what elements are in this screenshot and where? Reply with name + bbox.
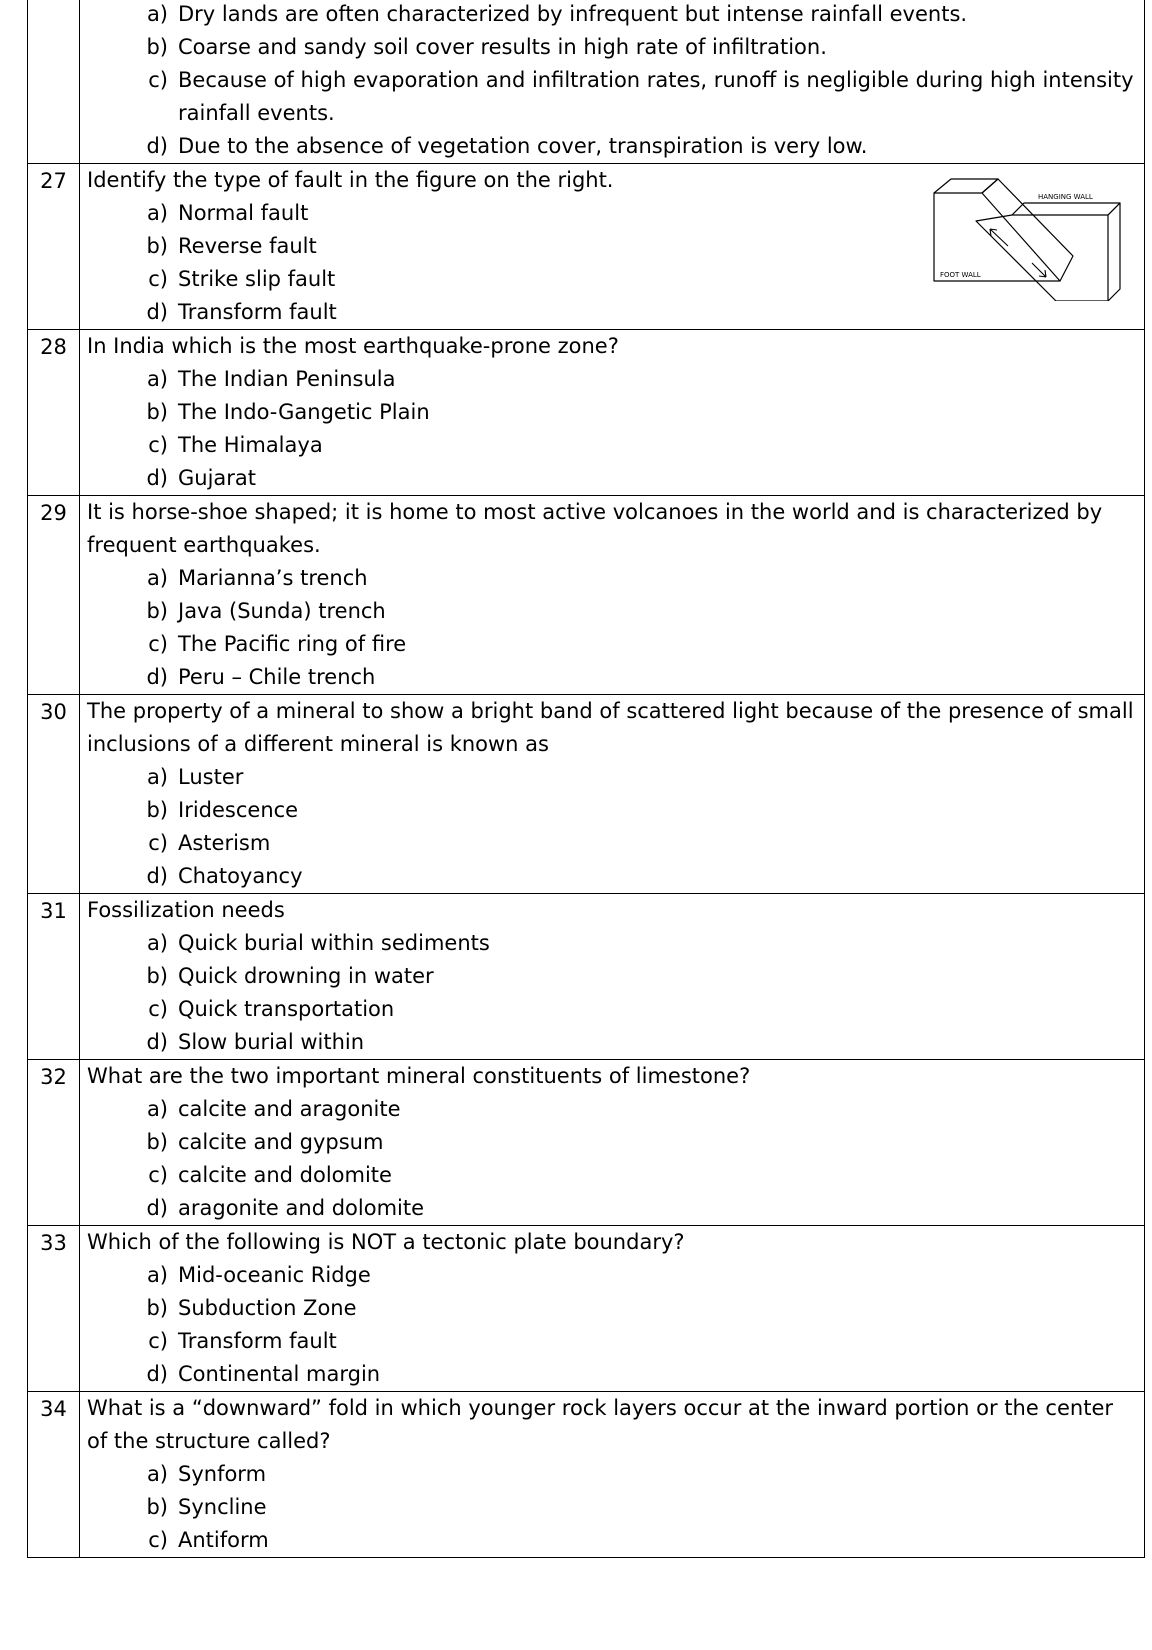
option-text: Quick transportation	[178, 997, 395, 1021]
option-label: b)	[146, 234, 168, 258]
option-text: Transform fault	[178, 1329, 337, 1353]
question-text: What are the two important mineral constituents of limestone?	[87, 1064, 751, 1088]
option-label: a)	[146, 2, 168, 26]
question-row-34	[28, 1392, 1145, 1558]
option-label: c)	[148, 68, 168, 92]
question-body	[80, 330, 1145, 496]
option-text: Reverse fault	[178, 234, 317, 258]
option-text: Transform fault	[178, 300, 337, 324]
option-text: Because of high evaporation and infiltration rates, runoff is negligible during high intensity rainfall events.	[178, 68, 1134, 125]
option-label: d)	[146, 1362, 168, 1386]
option-a	[87, 1458, 1138, 1491]
question-body	[80, 894, 1145, 1060]
question-text: The property of a mineral to show a bright band of scattered light because of the presence of small inclusions of a different mineral is known as	[87, 699, 1134, 756]
option-label: a)	[146, 1462, 168, 1486]
question-table	[27, 0, 1145, 1558]
option-d	[87, 1192, 1138, 1225]
option-text: Luster	[178, 765, 244, 789]
option-label: d)	[146, 864, 168, 888]
option-text: Synform	[178, 1462, 267, 1486]
option-text: The Indian Peninsula	[178, 367, 396, 391]
option-text: Slow burial within	[178, 1030, 365, 1054]
option-c	[87, 429, 1138, 462]
option-a	[87, 562, 1138, 595]
question-number	[28, 0, 80, 164]
option-a	[87, 0, 1138, 31]
foot-wall-top	[934, 179, 998, 193]
option-a	[87, 363, 1138, 396]
hanging-wall-side	[1108, 203, 1120, 301]
question-number: 33	[28, 1226, 80, 1392]
option-d	[87, 130, 1138, 163]
option-text: The Indo-Gangetic Plain	[178, 400, 430, 424]
foot-wall-label: FOOT WALL	[940, 271, 981, 279]
option-label: d)	[146, 466, 168, 490]
option-text: Dry lands are often characterized by infrequent but intense rainfall events.	[178, 2, 968, 26]
hanging-wall-top	[1012, 203, 1120, 215]
question-number: 27	[28, 164, 80, 330]
option-label: a)	[146, 566, 168, 590]
option-d	[87, 462, 1138, 495]
option-label: b)	[146, 1495, 168, 1519]
option-c	[87, 1524, 1138, 1557]
option-label: b)	[146, 1296, 168, 1320]
option-label: b)	[146, 400, 168, 424]
option-text: Strike slip fault	[178, 267, 336, 291]
question-body	[80, 1392, 1145, 1558]
option-label: c)	[148, 1528, 168, 1552]
question-body	[80, 695, 1145, 894]
option-text: Due to the absence of vegetation cover, transpiration is very low.	[178, 134, 868, 158]
option-d	[87, 661, 1138, 694]
option-c	[87, 827, 1138, 860]
option-text: Java (Sunda) trench	[178, 599, 386, 623]
question-body	[80, 164, 1145, 330]
option-text: Chatoyancy	[178, 864, 303, 888]
option-c	[87, 1159, 1138, 1192]
question-text: Identify the type of fault in the figure on the right.	[87, 168, 614, 192]
option-label: d)	[146, 134, 168, 158]
option-c	[87, 1325, 1138, 1358]
question-number: 30	[28, 695, 80, 894]
option-text: Asterism	[178, 831, 271, 855]
option-text: Mid-oceanic Ridge	[178, 1263, 371, 1287]
question-row-29	[28, 496, 1145, 695]
option-b	[87, 396, 1138, 429]
option-c	[87, 64, 1138, 130]
question-text: What is a “downward” fold in which younger rock layers occur at the inward portion or the center of the structure called?	[87, 1396, 1113, 1453]
option-text: Quick burial within sediments	[178, 931, 490, 955]
question-row-30	[28, 695, 1145, 894]
option-label: a)	[146, 765, 168, 789]
option-text: Continental margin	[178, 1362, 381, 1386]
option-a	[87, 761, 1138, 794]
question-row-28	[28, 330, 1145, 496]
option-label: b)	[146, 964, 168, 988]
option-text: The Himalaya	[178, 433, 323, 457]
option-label: c)	[148, 1163, 168, 1187]
option-label: c)	[148, 433, 168, 457]
option-label: a)	[146, 367, 168, 391]
option-text: Syncline	[178, 1495, 267, 1519]
option-text: Subduction Zone	[178, 1296, 357, 1320]
question-body	[80, 1226, 1145, 1392]
arrow-down-right-icon	[1032, 263, 1046, 277]
option-label: c)	[148, 267, 168, 291]
option-text: Quick drowning in water	[178, 964, 434, 988]
question-number: 34	[28, 1392, 80, 1558]
option-d	[87, 860, 1138, 893]
question-body	[80, 496, 1145, 695]
foot-wall-block	[934, 193, 1060, 281]
option-label: d)	[146, 665, 168, 689]
option-text: calcite and aragonite	[178, 1097, 401, 1121]
option-text: Marianna’s trench	[178, 566, 368, 590]
option-a	[87, 927, 1138, 960]
hanging-wall-block	[976, 215, 1108, 301]
option-b	[87, 1292, 1138, 1325]
option-label: a)	[146, 1097, 168, 1121]
option-label: c)	[148, 1329, 168, 1353]
option-b	[87, 960, 1138, 993]
question-number: 32	[28, 1060, 80, 1226]
question-row-27	[28, 164, 1145, 330]
option-label: b)	[146, 599, 168, 623]
fault-diagram	[920, 171, 1130, 301]
option-text: Gujarat	[178, 466, 257, 490]
question-number: 28	[28, 330, 80, 496]
question-text: It is horse-shoe shaped; it is home to most active volcanoes in the world and is characterized by frequent earthquakes.	[87, 500, 1103, 557]
option-text: Antiform	[178, 1528, 269, 1552]
question-row-continued	[28, 0, 1145, 164]
question-row-31	[28, 894, 1145, 1060]
option-text: calcite and gypsum	[178, 1130, 384, 1154]
option-b	[87, 794, 1138, 827]
option-label: b)	[146, 35, 168, 59]
option-b	[87, 31, 1138, 64]
option-text: Iridescence	[178, 798, 299, 822]
option-label: a)	[146, 201, 168, 225]
option-text: The Pacific ring of fire	[178, 632, 407, 656]
option-label: a)	[146, 931, 168, 955]
question-row-33	[28, 1226, 1145, 1392]
option-label: c)	[148, 632, 168, 656]
option-b	[87, 1126, 1138, 1159]
option-label: b)	[146, 1130, 168, 1154]
question-body	[80, 0, 1145, 164]
question-number: 31	[28, 894, 80, 1060]
hanging-wall-label: HANGING WALL	[1038, 193, 1093, 201]
option-b	[87, 1491, 1138, 1524]
question-body	[80, 1060, 1145, 1226]
question-number: 29	[28, 496, 80, 695]
option-d	[87, 1026, 1138, 1059]
option-label: d)	[146, 1196, 168, 1220]
option-text: Peru – Chile trench	[178, 665, 376, 689]
option-a	[87, 1093, 1138, 1126]
option-b	[87, 595, 1138, 628]
option-a	[87, 1259, 1138, 1292]
option-label: d)	[146, 1030, 168, 1054]
question-text: Fossilization needs	[87, 898, 285, 922]
option-text: Normal fault	[178, 201, 309, 225]
option-label: d)	[146, 300, 168, 324]
option-c	[87, 993, 1138, 1026]
option-c	[87, 628, 1138, 661]
option-label: a)	[146, 1263, 168, 1287]
option-label: c)	[148, 831, 168, 855]
question-text: Which of the following is NOT a tectonic plate boundary?	[87, 1230, 685, 1254]
option-d	[87, 1358, 1138, 1391]
question-row-32	[28, 1060, 1145, 1226]
question-text: In India which is the most earthquake-prone zone?	[87, 334, 619, 358]
option-text: aragonite and dolomite	[178, 1196, 425, 1220]
option-text: calcite and dolomite	[178, 1163, 392, 1187]
option-label: c)	[148, 997, 168, 1021]
option-label: b)	[146, 798, 168, 822]
option-text: Coarse and sandy soil cover results in high rate of infiltration.	[178, 35, 827, 59]
